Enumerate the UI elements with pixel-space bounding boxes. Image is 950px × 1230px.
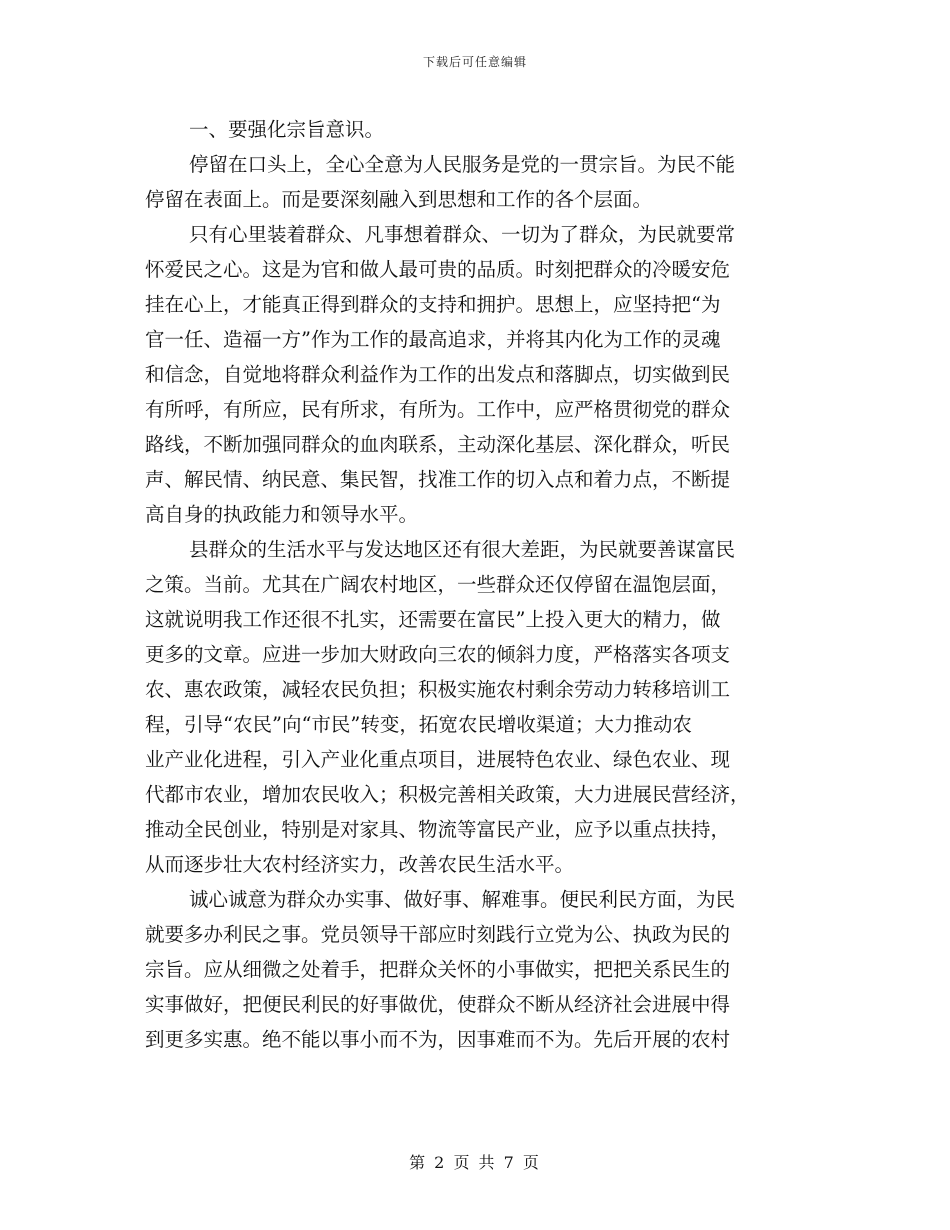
- text-line: 实事做好，把便民利民的好事做优，使群众不断从经济社会进展中得: [145, 993, 731, 1016]
- text-line: 农、惠农政策，减轻农民负担；积极实施农村剩余劳动力转移培训工: [145, 678, 731, 701]
- text-line: 宗旨。应从细微之处着手，把群众关怀的小事做实，把把关系民生的: [145, 958, 731, 981]
- text-line: 一、要强化宗旨意识。: [189, 118, 385, 141]
- text-line: 就要多办利民之事。党员领导干部应时刻践行立党为公、执政为民的: [145, 923, 731, 946]
- text-line: 之策。当前。尤其在广阔农村地区，一些群众还仅停留在温饱层面，: [145, 573, 731, 596]
- text-line: 业产业化进程，引入产业化重点项目，进展特色农业、绿色农业、现: [145, 748, 731, 771]
- text-line: 只有心里装着群众、凡事想着群众、一切为了群众，为民就要常: [189, 223, 736, 246]
- text-line: 官一任、造福一方”作为工作的最高追求，并将其内化为工作的灵魂: [145, 328, 721, 351]
- document-body: [145, 112, 805, 1057]
- text-line: 高自身的执政能力和领导水平。: [145, 503, 419, 526]
- text-line: 到更多实惠。绝不能以事小而不为，因事难而不为。先后开展的农村: [145, 1028, 731, 1051]
- text-line: 代都市农业，增加农民收入；积极完善相关政策，大力进展民营经济，: [145, 783, 750, 806]
- text-line: 停留在口头上，全心全意为人民服务是党的一贯宗旨。为民不能: [189, 153, 736, 176]
- text-line: 程，引导“农民”向“市民”转变，拓宽农民增收渠道；大力推动农: [145, 713, 692, 736]
- paragraph-1: [145, 147, 805, 217]
- text-line: 路线，不断加强同群众的血肉联系，主动深化基层、深化群众，听民: [145, 433, 731, 456]
- paragraph-3: [145, 532, 805, 882]
- text-line: 县群众的生活水平与发达地区还有很大差距，为民就要善谋富民: [189, 538, 736, 561]
- text-line: 停留在表面上。而是要深刻融入到思想和工作的各个层面。: [145, 188, 653, 211]
- text-line: 诚心诚意为群众办实事、做好事、解难事。便民利民方面，为民: [189, 888, 736, 911]
- text-line: 有所呼，有所应，民有所求，有所为。工作中，应严格贯彻党的群众: [145, 398, 731, 421]
- page-number: 第 2 页 共 7 页: [409, 1153, 541, 1172]
- text-line: 从而逐步壮大农村经济实力，改善农民生活水平。: [145, 853, 575, 876]
- paragraph-2: [145, 217, 805, 532]
- section-heading: [145, 112, 805, 147]
- text-line: 推动全民创业，特别是对家具、物流等富民产业，应予以重点扶持，: [145, 818, 731, 841]
- text-line: 更多的文章。应进一步加大财政向三农的倾斜力度，严格落实各项支: [145, 643, 731, 666]
- text-line: 和信念，自觉地将群众利益作为工作的出发点和落脚点，切实做到民: [145, 363, 731, 386]
- text-line: 这就说明我工作还很不扎实，还需要在富民”上投入更大的精力，做: [145, 608, 721, 631]
- text-line: 挂在心上，才能真正得到群众的支持和拥护。思想上，应坚持把“为: [145, 293, 721, 316]
- page-header: 下载后可任意编辑: [422, 55, 527, 69]
- text-line: 怀爱民之心。这是为官和做人最可贵的品质。时刻把群众的冷暖安危: [145, 258, 731, 281]
- text-line: 声、解民情、纳民意、集民智，找准工作的切入点和着力点，不断提: [145, 468, 731, 491]
- paragraph-4: [145, 882, 805, 1057]
